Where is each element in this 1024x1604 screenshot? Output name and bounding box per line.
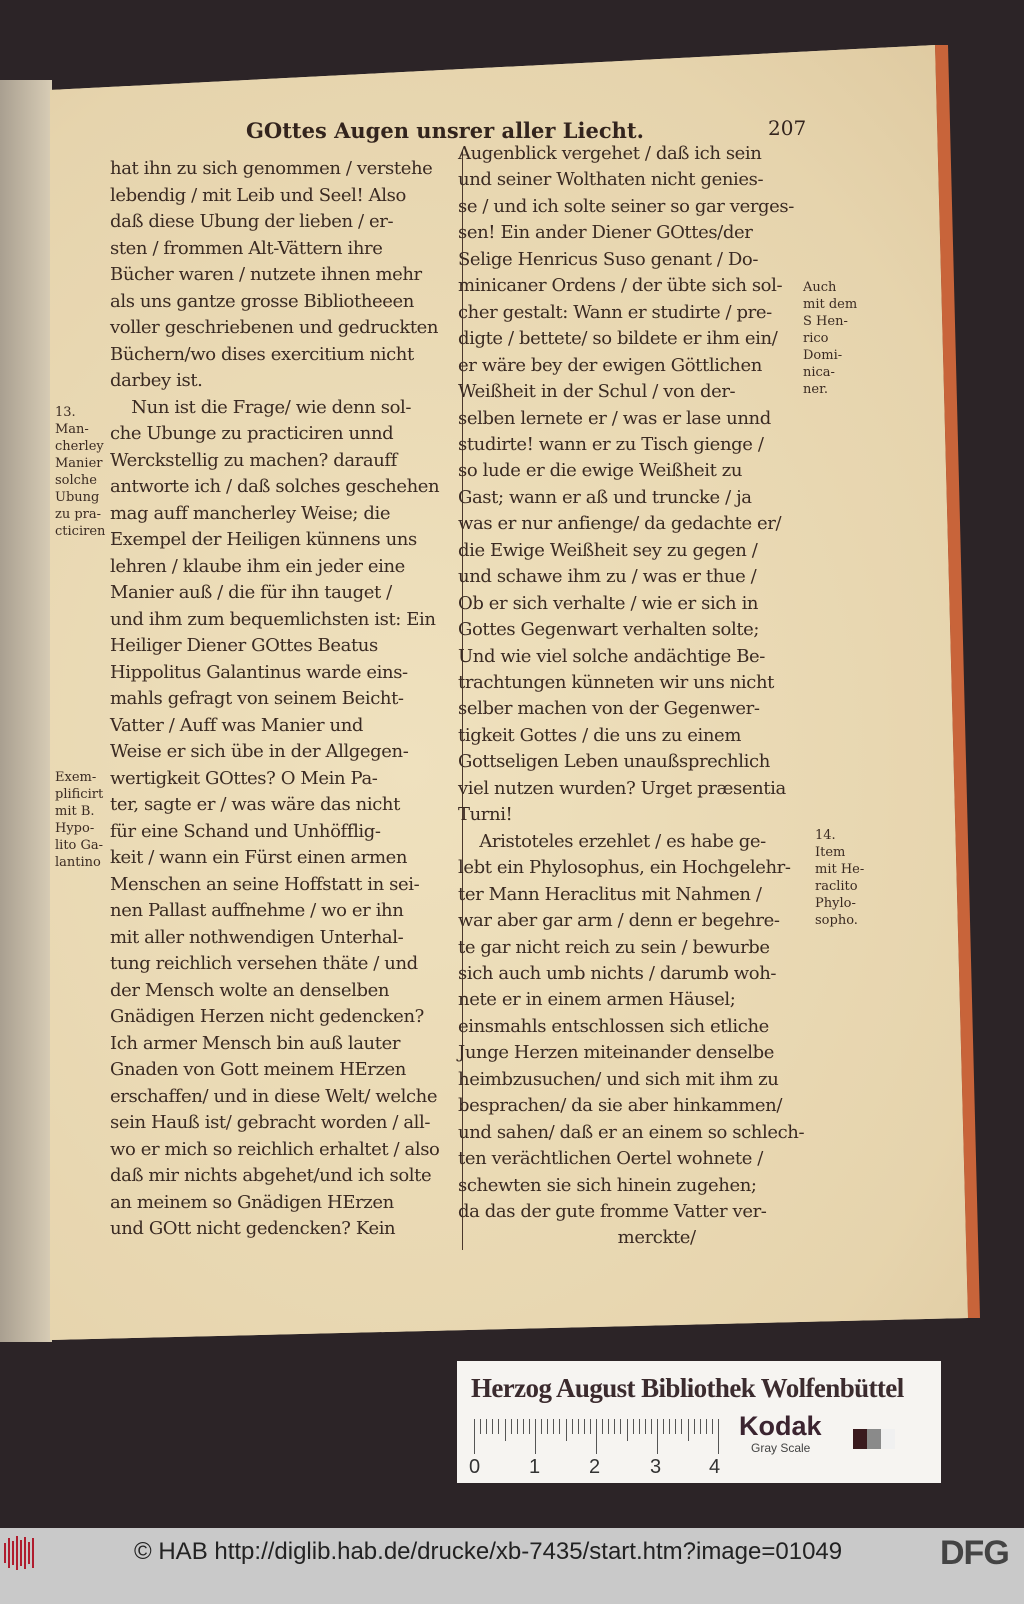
ruler-tick <box>553 1419 554 1434</box>
text-line: an meinem so Gnädigen HErzen <box>110 1191 394 1213</box>
text-line: die Ewige Weißheit sey zu gegen / <box>458 539 758 561</box>
text-line: Exempel der Heiligen künnens uns <box>110 529 417 550</box>
margin-note-line: lantino <box>55 855 101 870</box>
ruler-number: 3 <box>650 1456 662 1478</box>
text-line: Büchern/wo dises exercitium nicht <box>110 343 414 365</box>
margin-note-line: 13. <box>55 405 76 420</box>
ruler-tick <box>688 1419 689 1441</box>
text-line: heimbzusuchen/ und sich mit ihm zu <box>458 1068 779 1090</box>
text-line: als uns gantze grosse Bibliotheeen <box>110 290 414 312</box>
margin-note-line: cticiren <box>55 524 106 539</box>
text-line: se / und ich solte seiner so gar verges- <box>458 195 794 217</box>
ruler-tick <box>547 1419 548 1434</box>
text-line: tigkeit Gottes / die uns zu einem <box>458 724 741 746</box>
ruler <box>474 1419 719 1454</box>
margin-note-line: lito Ga- <box>55 838 104 853</box>
ruler-tick <box>523 1419 524 1434</box>
ruler-tick <box>663 1419 664 1434</box>
text-line: Weißheit in der Schul / von der- <box>458 381 736 403</box>
page-number: 207 <box>768 116 807 140</box>
text-line: lebt ein Phylosophus, ein Hochgelehr- <box>458 857 791 879</box>
text-line: Weise er sich übe in der Allgegen- <box>110 741 409 762</box>
text-line: Gast; wann er aß und truncke / ja <box>458 486 752 508</box>
margin-note-line: plificirt <box>55 787 104 802</box>
margin-note-line: sopho. <box>815 913 858 928</box>
text-line: lebendig / mit Leib und Seel! Also <box>110 184 406 206</box>
text-line: Junge Herzen miteinander denselbe <box>458 1042 774 1064</box>
text-line: er wäre bey der ewigen Göttlichen <box>458 354 762 376</box>
ruler-tick <box>535 1419 536 1454</box>
hab-logo-icon <box>4 1536 46 1570</box>
ruler-tick <box>566 1419 567 1441</box>
text-line: mag auff mancherley Weise; die <box>110 502 391 524</box>
text-line: wo er mich so reichlich erhaltet / also <box>110 1138 440 1160</box>
margin-note-line: Manier <box>55 456 103 471</box>
text-line: was er nur anfienge/ da gedachte er/ <box>458 513 782 535</box>
ruler-tick <box>706 1419 707 1434</box>
text-line: Hippolitus Galantinus warde eins- <box>110 661 408 683</box>
text-line: sich auch umb nichts / darumb woh- <box>458 962 777 984</box>
ruler-tick <box>584 1419 585 1434</box>
ruler-tick <box>559 1419 560 1434</box>
margin-note-line: Auch <box>803 280 837 295</box>
ruler-tick <box>572 1419 573 1434</box>
gray-scale-label: Gray Scale <box>751 1441 811 1455</box>
text-line: nete er in einem armen Häusel; <box>458 989 736 1011</box>
text-line: te gar nicht reich zu sein / bewurbe <box>458 936 770 958</box>
text-line: Bücher waren / nutzete ihnen mehr <box>110 264 422 285</box>
text-line: Selige Henricus Suso genant / Do- <box>458 248 759 270</box>
ruler-tick <box>718 1419 719 1454</box>
text-line: che Ubunge zu practiciren unnd <box>110 423 394 444</box>
text-line: Heiliger Diener GOttes Beatus <box>110 635 378 656</box>
text-line: cher gestalt: Wann er studirte / pre- <box>458 301 772 323</box>
text-line: da das der gute fromme Vatter ver- <box>458 1201 767 1222</box>
facing-page-edge <box>0 80 52 1342</box>
text-line: einsmahls entschlossen sich etliche <box>458 1015 769 1037</box>
text-line: nen Pallast auffnehme / wo er ihn <box>110 900 404 921</box>
text-line: keit / wann ein Fürst einen armen <box>110 847 408 868</box>
text-line: Aristoteles erzehlet / es habe ge- <box>458 830 766 852</box>
text-line: Gnaden von Gott meinem HErzen <box>110 1059 406 1080</box>
ruler-tick <box>511 1419 512 1434</box>
text-line: und schawe ihm zu / was er thue / <box>458 566 757 588</box>
margin-note-line: Ubung <box>55 490 100 505</box>
margin-note-line: 14. <box>815 828 836 843</box>
margin-note-line: raclito <box>815 879 858 894</box>
gray-swatch-mid <box>867 1429 881 1449</box>
text-line: erschaffen/ und in diese Welt/ welche <box>110 1085 438 1107</box>
text-line: und sahen/ daß er an einem so schlech- <box>458 1121 805 1143</box>
ruler-number: 1 <box>529 1456 541 1478</box>
text-line: Ich armer Mensch bin auß lauter <box>110 1032 401 1054</box>
ruler-tick <box>474 1419 475 1454</box>
text-line: der Mensch wolte an denselben <box>110 979 390 1001</box>
text-line: Turni! <box>458 804 513 826</box>
margin-note-line: S Hen- <box>803 314 848 329</box>
copyright-link[interactable]: © HAB http://diglib.hab.de/drucke/xb-7435/start.htm?image=01049 <box>134 1538 843 1565</box>
text-line: digte / bettete/ so bildete er ihm ein/ <box>458 328 778 350</box>
ruler-tick <box>517 1419 518 1434</box>
margin-note-line: Man- <box>55 422 89 437</box>
margin-note-line: Hypo- <box>55 821 95 836</box>
margin-note-line: mit B. <box>55 804 95 819</box>
margin-note-line: Item <box>815 845 846 860</box>
ruler-tick <box>712 1419 713 1434</box>
text-line: voller geschriebenen und gedruckten <box>110 317 439 338</box>
ruler-tick <box>694 1419 695 1434</box>
text-line: tung reichlich versehen thäte / und <box>110 953 418 974</box>
ruler-tick <box>486 1419 487 1434</box>
ruler-tick <box>669 1419 670 1434</box>
text-line: mahls gefragt von seinem Beicht- <box>110 688 404 709</box>
library-name: Herzog August Bibliothek Wolfenbüttel <box>471 1373 904 1403</box>
text-line: hat ihn zu sich genommen / verstehe <box>110 158 433 179</box>
text-line: Und wie viel solche andächtige Be- <box>458 645 765 667</box>
ruler-tick <box>620 1419 621 1434</box>
scale-card <box>457 1361 941 1483</box>
text-line: daß diese Ubung der lieben / er- <box>110 211 394 232</box>
text-line: sten / frommen Alt-Vättern ihre <box>110 237 383 259</box>
text-line: Augenblick vergehet / daß ich sein <box>458 143 762 164</box>
text-line: und ihm zum bequemlichsten ist: Ein <box>110 608 436 630</box>
ruler-tick <box>639 1419 640 1434</box>
ruler-tick <box>633 1419 634 1434</box>
text-line: studirte! wann er zu Tisch gienge / <box>458 433 764 455</box>
ruler-tick <box>590 1419 591 1434</box>
footer-bar <box>0 1528 1024 1604</box>
ruler-tick <box>541 1419 542 1434</box>
ruler-tick <box>700 1419 701 1434</box>
ruler-tick <box>529 1419 530 1434</box>
text-line: für eine Schand und Unhöfflig- <box>110 820 381 842</box>
text-line: Gottes Gegenwart verhalten solte; <box>458 619 760 641</box>
ruler-tick <box>480 1419 481 1434</box>
text-line: viel nutzen wurden? Urget præsentia <box>458 777 786 799</box>
ruler-tick <box>651 1419 652 1434</box>
text-line: selber machen von der Gegenwer- <box>458 698 760 720</box>
text-line: darbey ist. <box>110 370 203 391</box>
ruler-tick <box>578 1419 579 1434</box>
ruler-tick <box>492 1419 493 1434</box>
text-line: so lude er die ewige Weißheit zu <box>458 460 743 482</box>
ruler-tick <box>596 1419 597 1454</box>
ruler-tick <box>505 1419 506 1441</box>
text-line: Werckstellig zu machen? darauff <box>110 449 397 471</box>
margin-note-line: solche <box>55 473 98 488</box>
text-line: Nun ist die Frage/ wie denn sol- <box>110 396 412 418</box>
text-line: sen! Ein ander Diener GOttes/der <box>458 222 753 244</box>
margin-note-line: nica- <box>803 365 835 380</box>
margin-note-line: rico <box>803 331 829 346</box>
text-line: sein Hauß ist/ gebracht worden / all- <box>110 1112 431 1133</box>
text-line: merckte/ <box>458 1227 696 1249</box>
text-line: minicaner Ordens / der übte sich sol- <box>458 275 783 297</box>
ruler-tick <box>657 1419 658 1454</box>
text-line: mit aller nothwendigen Unterhal- <box>110 926 404 948</box>
margin-note-line: cherley <box>55 439 104 454</box>
text-line: wertigkeit GOttes? O Mein Pa- <box>110 767 378 789</box>
margin-note-line: ner. <box>803 382 828 397</box>
margin-note-line: mit He- <box>815 862 865 877</box>
ruler-tick <box>614 1419 615 1434</box>
text-line: daß mir nichts abgehet/und ich solte <box>110 1165 432 1186</box>
margin-note-line: mit dem <box>803 297 858 312</box>
ruler-tick <box>645 1419 646 1434</box>
gray-swatch-dark <box>853 1429 867 1449</box>
text-line: Vatter / Auff was Manier und <box>110 714 364 736</box>
text-line: antworte ich / daß solches geschehen <box>110 476 440 497</box>
text-line: war aber gar arm / denn er begehre- <box>458 910 780 932</box>
text-line: Manier auß / die für ihn tauget / <box>110 582 392 603</box>
margin-note-line: zu pra- <box>55 507 102 522</box>
text-line: Gnädigen Herzen nicht gedencken? <box>110 1006 424 1027</box>
text-line: besprachen/ da sie aber hinkammen/ <box>458 1095 782 1117</box>
ruler-tick <box>627 1419 628 1441</box>
text-line: Gottseligen Leben unaußsprechlich <box>458 751 770 773</box>
ruler-tick <box>675 1419 676 1434</box>
running-title: GOttes Augen unsrer aller Liecht. <box>246 118 644 143</box>
ruler-tick <box>602 1419 603 1434</box>
text-line: und seiner Wolthaten nicht genies- <box>458 169 764 191</box>
text-line: ter Mann Heraclitus mit Nahmen / <box>458 883 762 905</box>
text-line: trachtungen künneten wir uns nicht <box>458 672 774 693</box>
gray-swatch-light <box>881 1429 895 1449</box>
text-line: ten verächtlichen Oertel wohnete / <box>458 1148 763 1170</box>
ruler-tick <box>681 1419 682 1434</box>
text-line: lehren / klaube ihm ein jeder eine <box>110 555 405 577</box>
text-line: Ob er sich verhalte / wie er sich in <box>458 592 759 614</box>
ruler-number: 0 <box>469 1456 481 1478</box>
text-line: Menschen an seine Hoffstatt in sei- <box>110 873 420 895</box>
dfg-logo: DFG <box>940 1534 1009 1572</box>
margin-note-line: Phylo- <box>815 896 856 911</box>
ruler-tick <box>498 1419 499 1434</box>
ruler-tick <box>608 1419 609 1434</box>
margin-note-line: Domi- <box>803 348 843 363</box>
text-line: und GOtt nicht gedencken? Kein <box>110 1218 396 1239</box>
kodak-logo: Kodak <box>739 1411 822 1441</box>
text-line: schewten sie sich hinein zugehen; <box>458 1174 757 1196</box>
text-line: ter, sagte er / was wäre das nicht <box>110 794 400 815</box>
ruler-number: 4 <box>709 1456 721 1478</box>
ruler-number: 2 <box>589 1456 601 1478</box>
text-line: selben lernete er / was er lase unnd <box>458 407 771 429</box>
margin-note-line: Exem- <box>55 770 97 785</box>
